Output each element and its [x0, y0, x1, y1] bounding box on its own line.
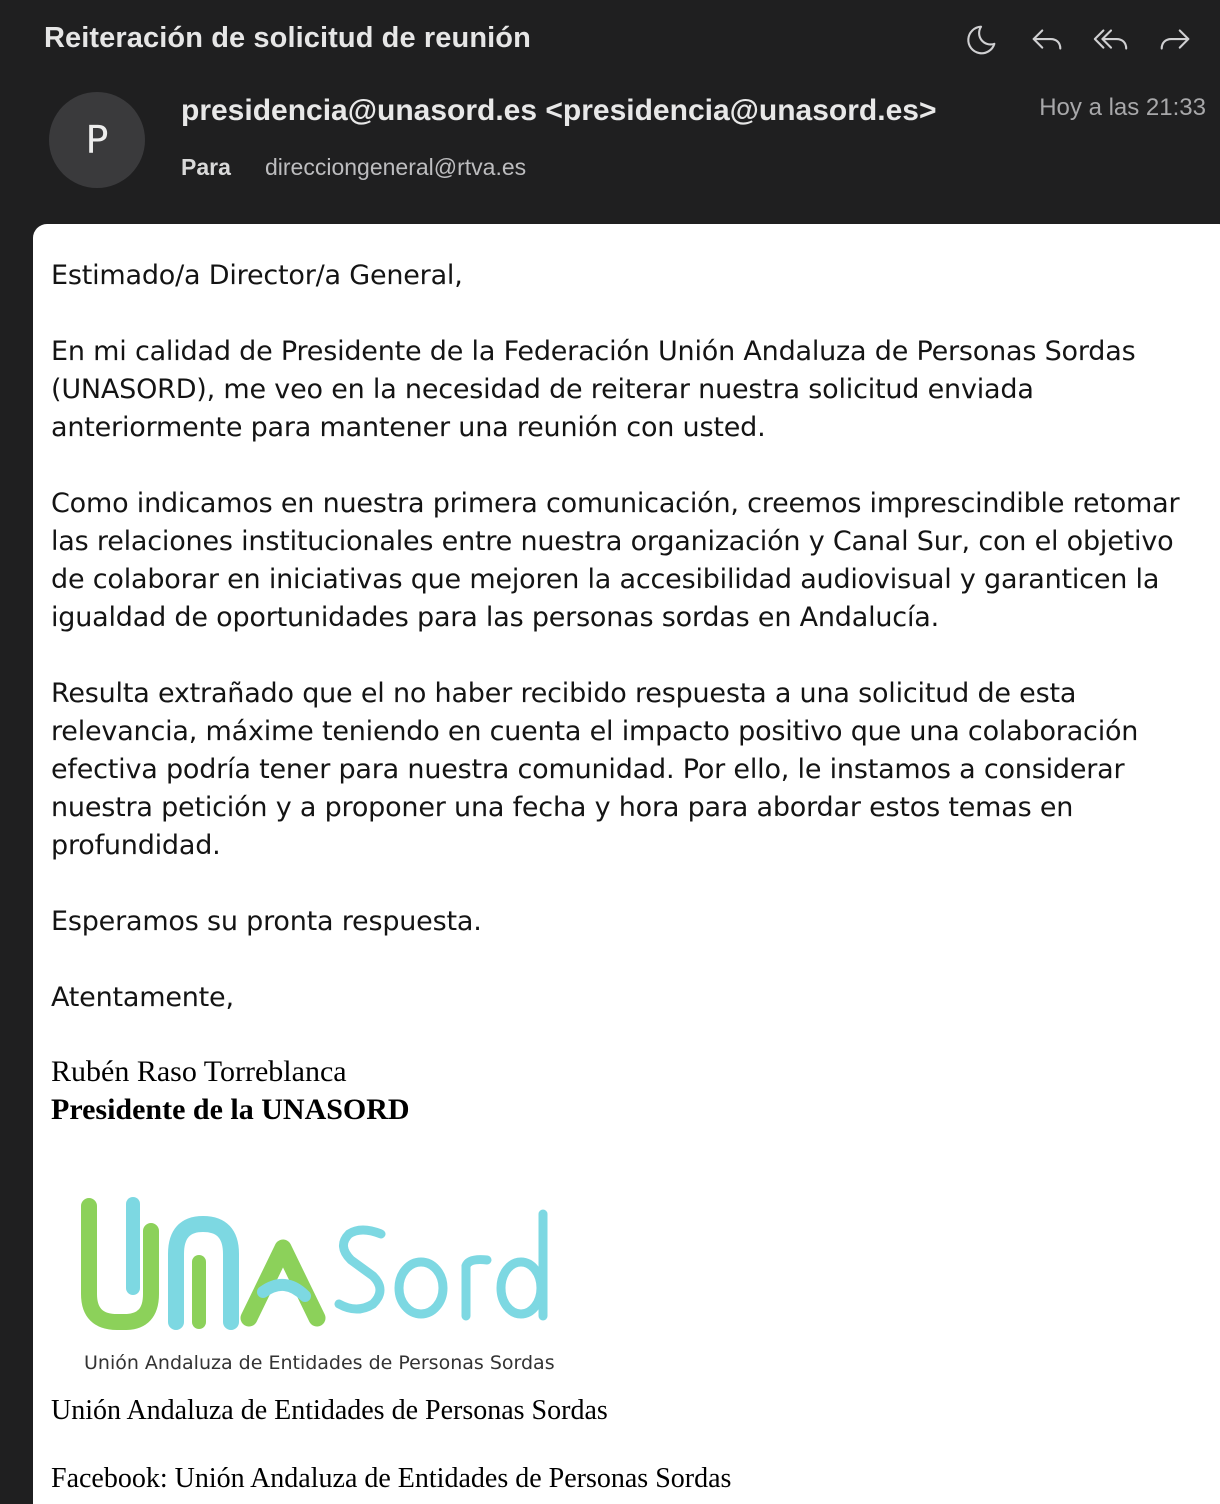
forward-icon — [1156, 21, 1194, 59]
message-subject: Reiteración de solicitud de reunión — [44, 22, 531, 54]
paragraph-3: Resulta extrañado que el no haber recibido respuesta a una solicitud de esta relevancia, máxime teniendo en cuenta el impacto positivo que una colaboración efectiva podría tener para nuestra comunidad. Por ello, le instamos a considerar nuestra petición y a proponer una fecha y hora para abordar estos temas en profundidad. — [51, 678, 1139, 861]
greeting: Estimado/a Director/a General, — [51, 260, 463, 291]
message-toolbar — [0, 0, 1220, 82]
message-timestamp: Hoy a las 21:33 — [1039, 94, 1206, 121]
snooze-button[interactable] — [960, 18, 1004, 62]
reply-all-button[interactable] — [1089, 18, 1133, 62]
reply-button[interactable] — [1025, 18, 1069, 62]
paragraph-2: Como indicamos en nuestra primera comunicación, creemos imprescindible retomar las relaciones institucionales entre nuestra organización y Canal Sur, con el objetivo de colaborar en iniciativas que mejoren la accesibilidad audiovisual y garanticen la igualdad de oportunidades para las personas sordas en Andalucía. — [51, 488, 1180, 633]
signature-facebook: Facebook: Unión Andaluza de Entidades de Personas Sordas — [51, 1463, 732, 1494]
closing-line: Esperamos su pronta respuesta. — [51, 906, 482, 937]
sender-avatar: P — [49, 92, 145, 188]
recipient-label: Para — [181, 154, 231, 180]
signature-title: Presidente de la UNASORD — [51, 1093, 410, 1126]
signature-name: Rubén Raso Torreblanca — [51, 1055, 347, 1088]
reply-icon — [1028, 21, 1066, 59]
moon-icon — [963, 21, 1001, 59]
action-buttons — [960, 18, 1220, 62]
sign-off: Atentamente, — [51, 982, 234, 1013]
forward-button[interactable] — [1153, 18, 1197, 62]
logo-caption: Unión Andaluza de Entidades de Personas Sordas — [84, 1352, 555, 1374]
unasord-logo — [81, 1176, 555, 1376]
unasord-logo-mark — [81, 1176, 551, 1351]
paragraph-1: En mi calidad de Presidente de la Federación Unión Andaluza de Personas Sordas (UNASORD), me veo en la necesidad de reiterar nuestra solicitud enviada anteriormente para mantener una reunión con usted. — [51, 336, 1136, 443]
recipient-address[interactable]: direcciongeneral@rtva.es — [265, 154, 527, 180]
sender-address[interactable]: presidencia@unasord.es <presidencia@unasord.es> — [181, 94, 937, 127]
reply-all-icon — [1092, 21, 1130, 59]
signature-organization: Unión Andaluza de Entidades de Personas Sordas — [51, 1395, 608, 1426]
message-body — [33, 224, 1220, 1504]
